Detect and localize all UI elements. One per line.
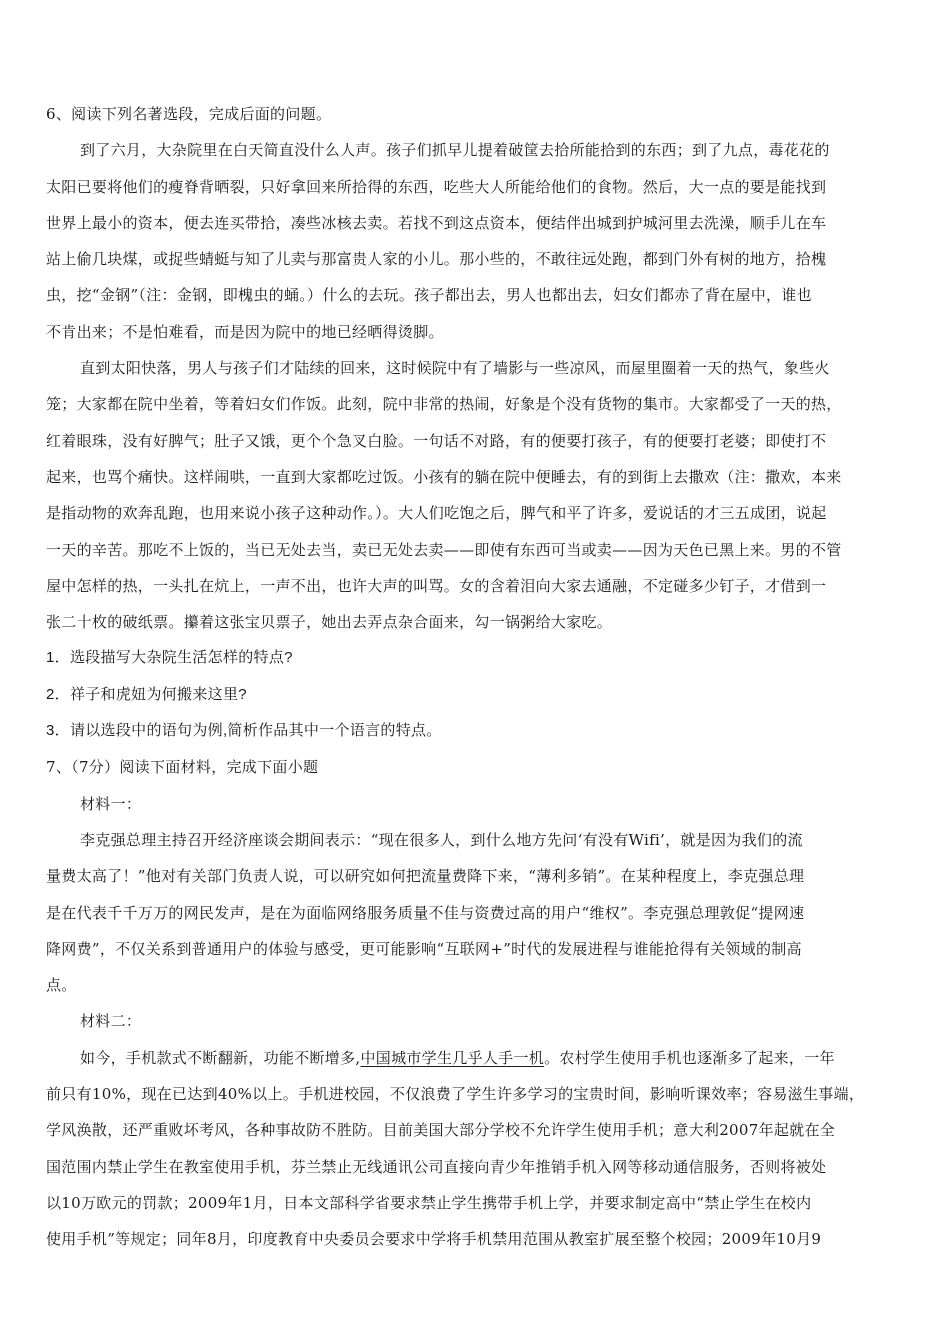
material-line: 国范围内禁止学生在教室使用手机，芬兰禁止无线通讯公司直接向青少年推销手机入网等移动通信服务，否则将被处 bbox=[46, 1157, 827, 1176]
material-line: 使用手机”等规定；同年8月，印度教育中央委员会要求中学将手机禁用范围从教室扩展至整个校园；2009年10月9 bbox=[46, 1230, 822, 1249]
material-2-text bbox=[46, 1040, 906, 1258]
material-line: 以10万欧元的罚款；2009年1月，日本文部科学省要求禁止学生携带手机上学，并要求制定高中“禁止学生在校内 bbox=[46, 1193, 812, 1212]
passage-line: 屋中怎样的热，一头扎在炕上，一声不出，也许大声的叫骂。女的含着泪向大家去通融，不定碰多少钉子，才借到一 bbox=[46, 576, 827, 595]
q6-passage-paragraph-1 bbox=[46, 132, 906, 350]
material-2-title: 材料二： bbox=[80, 1012, 142, 1031]
material-line: 前只有10%，现在已达到40%以上。手机进校园，不仅浪费了学生许多学习的宝贵时间，影响听课效率；容易滋生事端， bbox=[46, 1085, 865, 1104]
material-text: 。农村学生使用手机也逐渐多了起来，一年 bbox=[544, 1048, 835, 1067]
material-1-text bbox=[46, 822, 906, 1003]
material-line: 降网费”，不仅关系到普通用户的体验与感受，更可能影响“互联网+”时代的发展进程与谁能抢得有关领域的制高 bbox=[46, 939, 802, 958]
material-line bbox=[46, 1040, 906, 1076]
material-line: 李克强总理主持召开经济座谈会期间表示：“现在很多人，到什么地方先问‘有没有Wifi’，就是因为我们的流 bbox=[80, 830, 803, 849]
passage-line: 一天的辛苦。那吃不上饭的，当已无处去当，卖已无处去卖——即使有东西可当或卖——因为天色已黑上来。男的不管 bbox=[46, 540, 842, 559]
sub-question-2: 2．祥子和虎妞为何搬来这里? bbox=[46, 685, 247, 703]
sub-question-3: 3．请以选段中的语句为例,简析作品其中一个语言的特点。 bbox=[46, 722, 442, 740]
material-line: 量费太高了！”他对有关部门负责人说，可以研究如何把流量费降下来，“薄利多销”。在某种程度上，李克强总理 bbox=[46, 867, 805, 886]
passage-line: 虫，挖“金钢”（注：金钢，即槐虫的蛹。）什么的去玩。孩子都出去，男人也都出去，妇女们都赤了背在屋中，谁也 bbox=[46, 286, 812, 305]
passage-line: 直到太阳快落，男人与孩子们才陆续的回来，这时候院中有了墙影与一些凉风，而屋里圈着一天的热气，象些火 bbox=[80, 359, 830, 378]
material-1-title: 材料一： bbox=[80, 794, 142, 813]
passage-line: 不肯出来；不是怕难看，而是因为院中的地已经晒得烫脚。 bbox=[46, 322, 444, 341]
material-line: 是在代表千千万万的网民发声，是在为面临网络服务质量不佳与资费过高的用户“维权”。李克强总理敦促“提网速 bbox=[46, 903, 805, 922]
material-line: 学风涣散，还严重败坏考风，各种事故防不胜防。目前美国大部分学校不允许学生使用手机；意大利2007年起就在全 bbox=[46, 1121, 836, 1140]
question-7-heading: 7、（7分）阅读下面材料，完成下面小题 bbox=[46, 758, 319, 777]
passage-line: 世界上最小的资本，便去连买带拾，凑些冰核去卖。若找不到这点资本，便结伴出城到护城河里去洗澡，顺手儿在车 bbox=[46, 213, 827, 232]
passage-line: 起来，也骂个痛快。这样闹哄，一直到大家都吃过饭。小孩有的躺在院中便睡去，有的到街上去撒欢（注：撒欢，本来 bbox=[46, 467, 842, 486]
passage-line: 站上偷几块煤，或捉些蜻蜓与知了儿卖与那富贵人家的小儿。那小些的，不敢往远处跑，都到门外有树的地方，拾槐 bbox=[46, 250, 827, 269]
passage-line: 笼；大家都在院中坐着，等着妇女们作饭。此刻，院中非常的热闹，好象是个没有货物的集市。大家都受了一天的热， bbox=[46, 395, 842, 414]
passage-line: 张二十枚的破纸票。攥着这张宝贝票子，她出去弄点杂合面来，勾一锅粥给大家吃。 bbox=[46, 613, 613, 632]
passage-line: 太阳已要将他们的瘦脊背晒裂，只好拿回来所拾得的东西，吃些大人所能给他们的食物。然后，大一点的要是能找到 bbox=[46, 177, 827, 196]
q6-questions bbox=[46, 640, 906, 749]
passage-line: 是指动物的欢奔乱跑，也用来说小孩子这种动作。）。大人们吃饱之后，脾气和平了许多，爱说话的才三五成团，说起 bbox=[46, 504, 827, 523]
passage-line: 红着眼珠，没有好脾气；肚子又饿，更个个急叉白脸。一句话不对路，有的便要打孩子，有的便要打老婆；即使打不 bbox=[46, 431, 827, 450]
sub-question-1: 1．选段描写大杂院生活怎样的特点? bbox=[46, 649, 293, 667]
material-text: 如今，手机款式不断翻新，功能不断增多, bbox=[80, 1048, 361, 1067]
passage-line: 到了六月，大杂院里在白天简直没什么人声。孩子们抓早儿提着破筐去拾所能拾到的东西；到了九点，毒花花的 bbox=[80, 141, 830, 160]
q6-passage-paragraph-2 bbox=[46, 350, 906, 640]
underlined-phrase: 中国城市学生几乎人手一机 bbox=[360, 1048, 545, 1067]
material-line: 点。 bbox=[46, 976, 77, 995]
question-6-heading: 6、阅读下列名著选段，完成后面的问题。 bbox=[46, 105, 332, 123]
